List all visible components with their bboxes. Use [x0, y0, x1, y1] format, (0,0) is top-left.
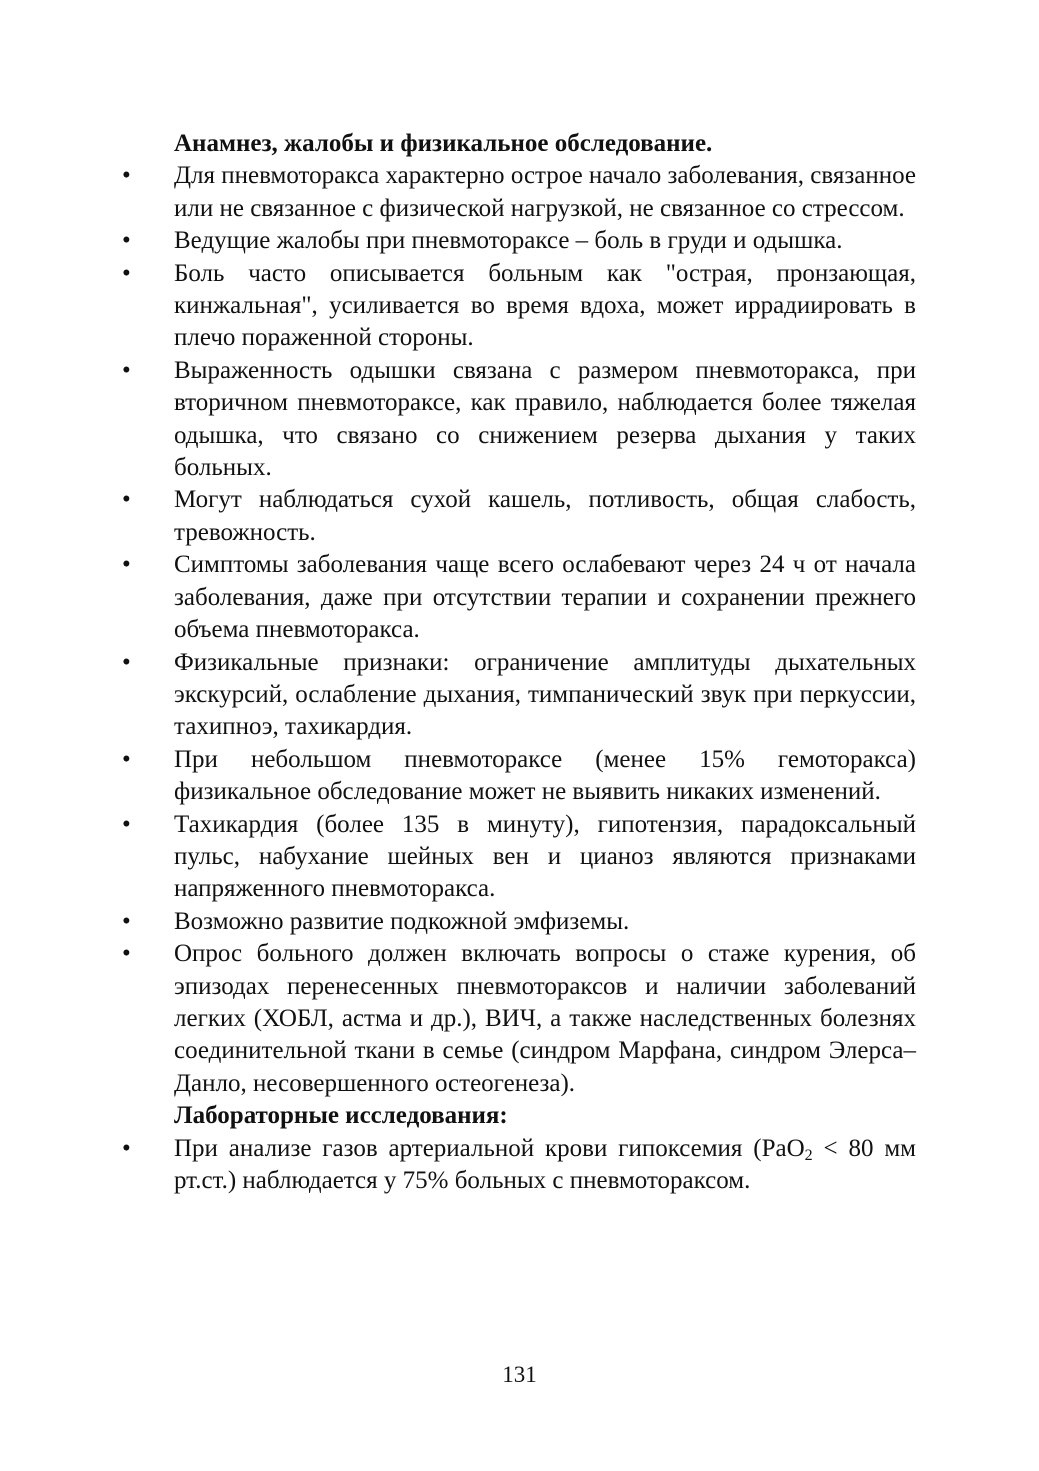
bullet-marker: •	[122, 1134, 131, 1162]
list-item	[120, 484, 916, 549]
list-item-text: Выраженность одышки связана с размером пневмоторакса, при вторичном пневмотораксе, как правило, наблюдается более тяжелая одышка, что связано со снижением резерва дыхания у таких больных.	[174, 356, 916, 482]
list-item-text: Боль часто описывается больным как "острая, пронзающая, кинжальная", усиливается во время вдоха, может иррадиировать в плечо пораженной стороны.	[174, 259, 916, 352]
list-item-text: Тахикардия (более 135 в минуту), гипотензия, парадоксальный пульс, набухание шейных вен и цианоз являются признаками напряженного пневмоторакса.	[174, 810, 916, 903]
list-item	[120, 938, 916, 1100]
bullet-marker: •	[122, 162, 131, 190]
bullet-marker: •	[122, 551, 131, 579]
list-item	[120, 744, 916, 809]
list-item-text: Возможно развитие подкожной эмфиземы.	[174, 907, 630, 935]
text-after-subscript: < 80 мм рт.ст.) наблюдается у 75% больных с пневмотораксом.	[174, 1134, 916, 1194]
list-item-text: Для пневмоторакса характерно острое начало заболевания, связанное или не связанное с физической нагрузкой, не связанное со стрессом.	[174, 162, 916, 222]
page-content	[120, 128, 916, 1197]
bullet-marker: •	[122, 907, 131, 935]
bullet-marker: •	[122, 745, 131, 773]
list-item	[120, 160, 916, 225]
list-item	[120, 906, 916, 938]
list-item-text: Симптомы заболевания чаще всего ослабевают через 24 ч от начала заболевания, даже при отсутствии терапии и сохранении прежнего объема пневмоторакса.	[174, 551, 916, 644]
bullet-marker: •	[122, 940, 131, 968]
bullet-marker: •	[122, 486, 131, 514]
list-item-text: Ведущие жалобы при пневмотораксе – боль в груди и одышка.	[174, 227, 843, 255]
list-item-text: Могут наблюдаться сухой кашель, потливость, общая слабость, тревожность.	[174, 486, 916, 546]
list-item-text: Физикальные признаки: ограничение амплитуды дыхательных экскурсий, ослабление дыхания, тимпанический звук при перкуссии, тахипноэ, тахикардия.	[174, 648, 916, 741]
list-item-text: При небольшом пневмотораксе (менее 15% гемоторакса) физикальное обследование может не выявить никаких изменений.	[174, 745, 916, 806]
bullet-marker: •	[122, 356, 131, 384]
section-heading-anamnesis: Анамнез, жалобы и физикальное обследование.	[174, 130, 713, 157]
list-item-text: Опрос больного должен включать вопросы о стаже курения, об эпизодах перенесенных пневмотораксов и наличии заболеваний легких (ХОБЛ, астма и др.), ВИЧ, а также наследственных болезнях соединительной ткани в семье (синдром Марфана, синдром Элерса–Данло, несовершенного остеогенеза).	[174, 940, 916, 1097]
bullet-marker: •	[122, 810, 131, 838]
list-item	[120, 225, 916, 257]
bullet-marker: •	[122, 259, 131, 287]
anamnesis-bullet-list	[120, 160, 916, 1100]
subscript: 2	[804, 1146, 813, 1164]
text-before-subscript: При анализе газов артериальной крови гипоксемия (PaO	[174, 1134, 805, 1162]
list-item	[120, 258, 916, 355]
bullet-marker: •	[122, 227, 131, 255]
list-item	[120, 549, 916, 646]
list-item	[120, 1133, 916, 1198]
list-item	[120, 809, 916, 906]
lab-tests-bullet-list	[120, 1133, 916, 1198]
list-item	[120, 355, 916, 485]
bullet-marker: •	[122, 648, 131, 676]
section-heading-lab-tests: Лабораторные исследования:	[174, 1102, 508, 1130]
list-item	[120, 647, 916, 744]
page-number: 131	[502, 1362, 537, 1387]
list-item-text	[174, 1135, 916, 1194]
